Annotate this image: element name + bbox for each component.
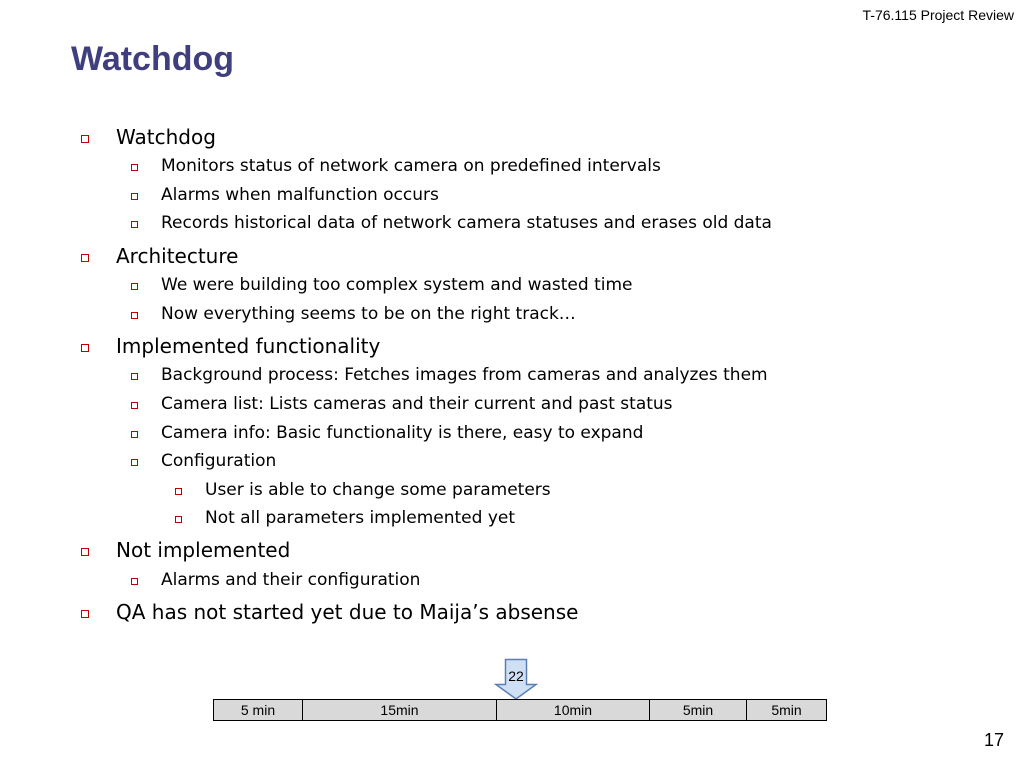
bullet-item	[161, 277, 632, 294]
bullet-text: Alarms and their configuration	[161, 570, 421, 590]
bullet-text: QA has not started yet due to Maija’s absense	[116, 600, 579, 624]
timeline-segment: 5min	[650, 700, 747, 720]
timeline-segment: 5 min	[214, 700, 303, 720]
bullet-marker-icon	[131, 431, 138, 438]
bullet-marker-icon	[131, 164, 138, 171]
bullet-item	[116, 540, 290, 560]
bullet-item	[161, 572, 420, 589]
bullet-marker-icon	[81, 254, 89, 262]
bullet-item	[161, 215, 772, 232]
bullet-text: Alarms when malfunction occurs	[161, 185, 439, 205]
bullet-item	[161, 367, 768, 384]
timeline-segment: 15min	[303, 700, 497, 720]
bullet-item	[116, 127, 216, 147]
bullet-marker-icon	[131, 402, 138, 409]
bullet-text: Records historical data of network camera statuses and erases old data	[161, 213, 772, 233]
bullet-text: Architecture	[116, 244, 239, 268]
bullet-text: Watchdog	[116, 125, 216, 149]
bullet-item	[116, 602, 578, 622]
bullet-marker-icon	[81, 610, 89, 618]
bullet-item	[205, 482, 551, 499]
bullet-marker-icon	[131, 193, 138, 200]
bullet-text: Implemented functionality	[116, 334, 381, 358]
bullet-item	[161, 306, 576, 323]
header-label: T-76.115 Project Review	[862, 7, 1014, 23]
bullet-text: Not implemented	[116, 538, 291, 562]
bullet-marker-icon	[81, 344, 89, 352]
bullet-text: Configuration	[161, 451, 277, 471]
bullet-text: Camera info: Basic functionality is there, easy to expand	[161, 423, 644, 443]
bullet-marker-icon	[175, 488, 182, 495]
timeline-segment: 5min	[747, 700, 826, 720]
bullet-marker-icon	[131, 459, 138, 466]
page-number: 17	[983, 730, 1004, 750]
bullet-marker-icon	[175, 516, 182, 523]
bullet-marker-icon	[131, 578, 138, 585]
bullet-text: Now everything seems to be on the right track…	[161, 304, 576, 324]
bullet-text: Monitors status of network camera on predefined intervals	[161, 156, 661, 176]
bullet-marker-icon	[81, 548, 89, 556]
bullet-item	[161, 396, 673, 413]
bullet-item	[116, 246, 238, 266]
bullet-marker-icon	[131, 312, 138, 319]
bullet-marker-icon	[131, 283, 138, 290]
bullet-marker-icon	[131, 373, 138, 380]
bullet-item	[116, 336, 380, 356]
timeline-bar	[213, 699, 827, 721]
bullet-marker-icon	[131, 221, 138, 228]
timeline-segment: 10min	[497, 700, 650, 720]
bullet-text: Not all parameters implemented yet	[205, 508, 516, 528]
bullet-item	[161, 425, 643, 442]
timeline-marker-label: 22	[508, 668, 524, 684]
bullet-text: We were building too complex system and wasted time	[161, 275, 633, 295]
bullet-marker-icon	[81, 135, 89, 143]
bullet-item	[161, 187, 439, 204]
bullet-item	[205, 510, 515, 527]
slide-title: Watchdog	[71, 40, 235, 78]
bullet-text: Camera list: Lists cameras and their current and past status	[161, 394, 673, 414]
bullet-item	[161, 453, 276, 470]
timeline-marker	[494, 658, 538, 700]
bullet-text: User is able to change some parameters	[205, 480, 551, 500]
bullet-text: Background process: Fetches images from cameras and analyzes them	[161, 365, 768, 385]
bullet-item	[161, 158, 661, 175]
